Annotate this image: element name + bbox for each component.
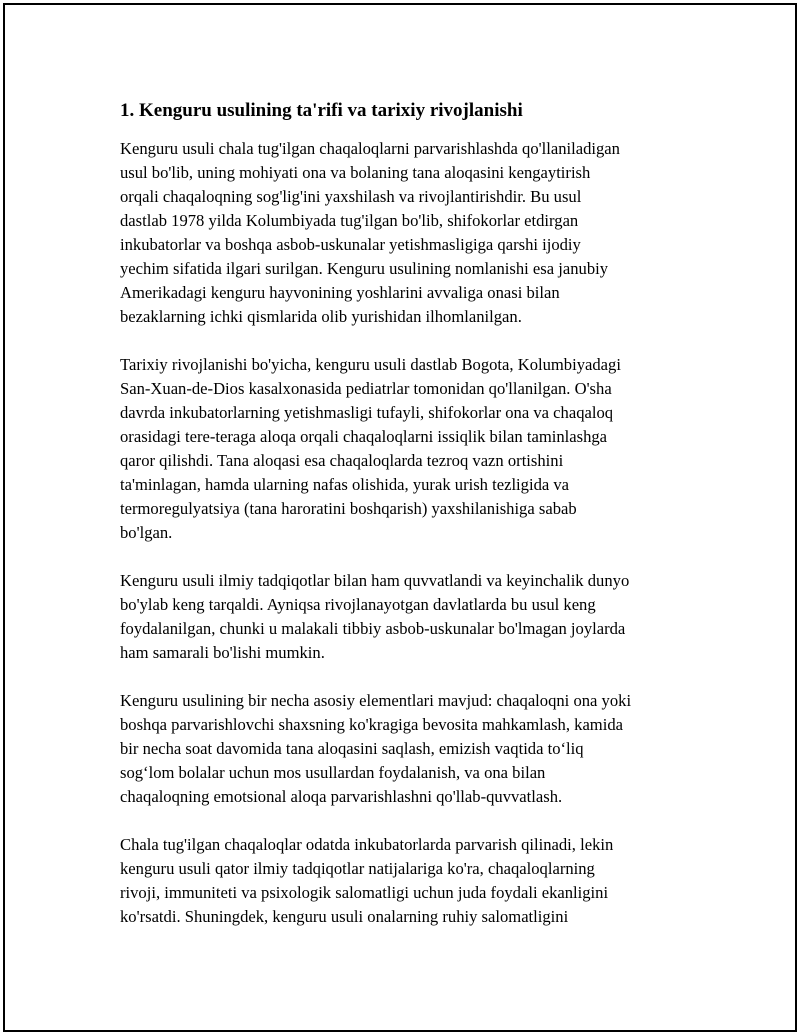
text-line: bezaklarning ichki qismlarida olib yurishidan ilhomlanilgan. bbox=[120, 307, 522, 326]
document-body bbox=[120, 97, 695, 953]
text-line: sog‘lom bolalar uchun mos usullardan foydalanish, va ona bilan bbox=[120, 763, 546, 782]
text-line: bo'lgan. bbox=[120, 523, 173, 542]
paragraph-history bbox=[120, 353, 695, 545]
text-line: boshqa parvarishlovchi shaxsning ko'kragiga bevosita mahkamlash, kamida bbox=[120, 715, 623, 734]
paragraph-research bbox=[120, 569, 695, 665]
text-line: dastlab 1978 yilda Kolumbiyada tug'ilgan bo'lib, shifokorlar etdirgan bbox=[120, 211, 579, 230]
text-line: usul bo'lib, uning mohiyati ona va bolaning tana aloqasini kengaytirish bbox=[120, 163, 591, 182]
text-line: orasidagi tere-teraga aloqa orqali chaqaloqlarni issiqlik bilan taminlashga bbox=[120, 427, 608, 446]
text-line: ham samarali bo'lishi mumkin. bbox=[120, 643, 325, 662]
text-line: orqali chaqaloqning sog'lig'ini yaxshilash va rivojlantirishdir. Bu usul bbox=[120, 187, 582, 206]
text-line: inkubatorlar va boshqa asbob-uskunalar yetishmasligiga qarshi ijodiy bbox=[120, 235, 581, 254]
text-line: Kenguru usuli chala tug'ilgan chaqaloqlarni parvarishlashda qo'llaniladigan bbox=[120, 139, 620, 158]
text-line: Kenguru usulining bir necha asosiy elementlari mavjud: chaqaloqni ona yoki bbox=[120, 691, 632, 710]
text-line: yechim sifatida ilgari surilgan. Kenguru usulining nomlanishi esa janubiy bbox=[120, 259, 609, 278]
paragraph-definition bbox=[120, 137, 695, 329]
text-line: Amerikadagi kenguru hayvonining yoshlarini avvaliga onasi bilan bbox=[120, 283, 560, 302]
text-line: qaror qilishdi. Tana aloqasi esa chaqaloqlarda tezroq vazn ortishini bbox=[120, 451, 564, 470]
text-line: Tarixiy rivojlanishi bo'yicha, kenguru usuli dastlab Bogota, Kolumbiyadagi bbox=[120, 355, 621, 374]
text-line: San-Xuan-de-Dios kasalxonasida pediatrlar tomonidan qo'llanilgan. O'sha bbox=[120, 379, 612, 398]
page-frame bbox=[3, 3, 797, 1032]
section-heading: 1. Kenguru usulining ta'rifi va tarixiy rivojlanishi bbox=[120, 100, 523, 121]
paragraph-benefits bbox=[120, 833, 695, 929]
text-line: ta'minlagan, hamda ularning nafas olishida, yurak urish tezligida va bbox=[120, 475, 570, 494]
text-line: bo'ylab keng tarqaldi. Ayniqsa rivojlanayotgan davlatlarda bu usul keng bbox=[120, 595, 596, 614]
text-line: chaqaloqning emotsional aloqa parvarishlashni qo'llab-quvvatlash. bbox=[120, 787, 563, 806]
text-line: Chala tug'ilgan chaqaloqlar odatda inkubatorlarda parvarish qilinadi, lekin bbox=[120, 835, 614, 854]
text-line: rivoji, immuniteti va psixologik salomatligi uchun juda foydali ekanligini bbox=[120, 883, 609, 902]
text-line: ko'rsatdi. Shuningdek, kenguru usuli onalarning ruhiy salomatligini bbox=[120, 907, 569, 926]
text-line: davrda inkubatorlarning yetishmasligi tufayli, shifokorlar ona va chaqaloq bbox=[120, 403, 614, 422]
text-line: Kenguru usuli ilmiy tadqiqotlar bilan ham quvvatlandi va keyinchalik dunyo bbox=[120, 571, 630, 590]
text-line: kenguru usuli qator ilmiy tadqiqotlar natijalariga ko'ra, chaqaloqlarning bbox=[120, 859, 595, 878]
text-line: termoregulyatsiya (tana haroratini boshqarish) yaxshilanishiga sabab bbox=[120, 499, 577, 518]
paragraph-elements bbox=[120, 689, 695, 809]
text-line: foydalanilgan, chunki u malakali tibbiy asbob-uskunalar bo'lmagan joylarda bbox=[120, 619, 626, 638]
text-line: bir necha soat davomida tana aloqasini saqlash, emizish vaqtida to‘liq bbox=[120, 739, 584, 758]
